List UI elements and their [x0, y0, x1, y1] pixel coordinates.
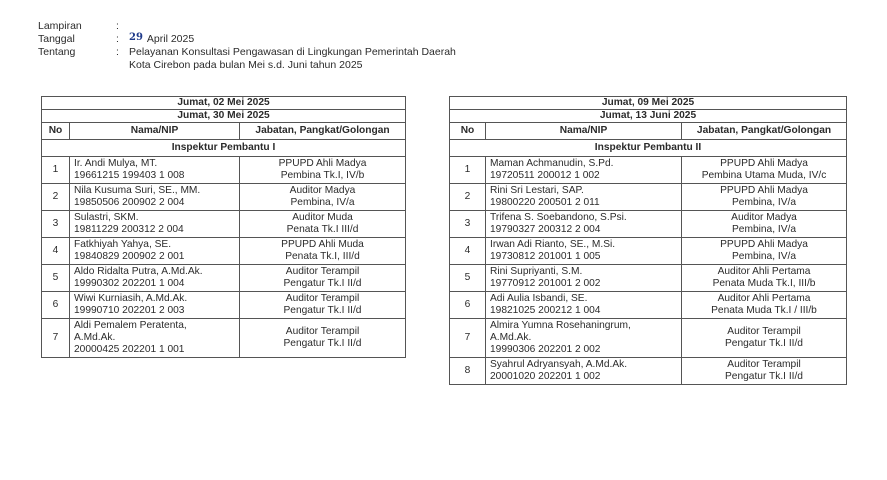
table-row [450, 184, 847, 211]
row-number: 1 [450, 157, 486, 184]
schedule-table-right [449, 96, 847, 385]
employee-nip: 19990710 202201 2 003 [74, 305, 185, 316]
jabatan-cell [240, 211, 406, 238]
row-number: 4 [450, 238, 486, 265]
employee-nip: 19850506 200902 2 004 [74, 197, 185, 208]
pangkat-golongan: Penata Muda Tk.I / III/b [711, 305, 817, 316]
employee-name: Syahrul Adryansyah, A.Md.Ak. [490, 359, 628, 370]
jabatan: Auditor Ahli Pertama [717, 293, 811, 304]
table-row [42, 265, 406, 292]
lampiran-label: Lampiran [38, 20, 82, 32]
jabatan: Auditor Terampil [285, 293, 360, 304]
jabatan: PPUPD Ahli Muda [281, 239, 364, 250]
pangkat-golongan: Pembina, IV/a [732, 251, 796, 262]
row-number: 6 [450, 292, 486, 319]
row-number: 6 [42, 292, 70, 319]
pangkat-golongan: Pengatur Tk.I II/d [283, 338, 362, 349]
nama-nip-cell [486, 157, 682, 184]
document-header [38, 20, 549, 71]
table-date-1: Jumat, 09 Mei 2025 [450, 97, 847, 110]
jabatan: PPUPD Ahli Madya [720, 185, 808, 196]
employee-name: Fatkhiyah Yahya, SE. [74, 239, 172, 250]
nama-nip-cell [486, 358, 682, 385]
table-row [42, 211, 406, 238]
nama-nip-cell [70, 319, 240, 358]
employee-name: Irwan Adi Rianto, SE., M.Si. [490, 239, 616, 250]
handwritten-day: 29 [129, 31, 143, 43]
col-header-no: No [450, 123, 486, 140]
jabatan-cell [682, 211, 847, 238]
table-row [42, 157, 406, 184]
employee-nip: 19990302 202201 1 004 [74, 278, 185, 289]
jabatan-cell [240, 157, 406, 184]
jabatan: Auditor Madya [289, 185, 356, 196]
pangkat-golongan: Pembina Tk.I, IV/b [280, 170, 365, 181]
jabatan-cell [682, 238, 847, 265]
nama-nip-cell [70, 238, 240, 265]
table-date-2: Jumat, 13 Juni 2025 [450, 110, 847, 123]
jabatan-cell [240, 292, 406, 319]
pangkat-golongan: Pengatur Tk.I II/d [283, 278, 362, 289]
employee-name: Aldi Pemalem Peratenta, [74, 320, 187, 331]
jabatan-cell [682, 358, 847, 385]
nama-nip-cell [70, 265, 240, 292]
employee-nip: 20000425 202201 1 001 [74, 344, 185, 355]
employee-nip: 19811229 200312 2 004 [74, 224, 184, 235]
employee-nip: 20001020 202201 1 002 [490, 371, 601, 382]
employee-name: Adi Aulia Isbandi, SE. [490, 293, 588, 304]
col-header-jabatan: Jabatan, Pangkat/Golongan [240, 123, 406, 140]
tentang-label: Tentang [38, 46, 76, 58]
pangkat-golongan: Pengatur Tk.I II/d [725, 338, 803, 349]
tentang-line-2: Kota Cirebon pada bulan Mei s.d. Juni tahun 2025 [129, 58, 363, 71]
table-row [450, 211, 847, 238]
nama-nip-cell [70, 184, 240, 211]
employee-name: Nila Kusuma Suri, SE., MM. [74, 185, 201, 196]
jabatan-cell [240, 319, 406, 358]
row-number: 8 [450, 358, 486, 385]
jabatan: Auditor Terampil [727, 359, 801, 370]
employee-name: Rini Sri Lestari, SAP. [490, 185, 584, 196]
employee-name-cont: A.Md.Ak. [74, 332, 116, 343]
row-number: 3 [450, 211, 486, 238]
employee-name: Aldo Ridalta Putra, A.Md.Ak. [74, 266, 203, 277]
row-number: 4 [42, 238, 70, 265]
colon: : [116, 20, 119, 32]
row-number: 2 [450, 184, 486, 211]
nama-nip-cell [486, 265, 682, 292]
jabatan-cell [240, 238, 406, 265]
row-number: 5 [42, 265, 70, 292]
nama-nip-cell [70, 292, 240, 319]
pangkat-golongan: Pembina, IV/a [732, 224, 796, 235]
tanggal-value: April 2025 [146, 32, 195, 45]
col-header-nama: Nama/NIP [70, 123, 240, 140]
employee-nip: 19720511 200012 1 002 [490, 170, 600, 181]
jabatan: Auditor Terampil [727, 326, 801, 337]
row-number: 2 [42, 184, 70, 211]
jabatan-cell [682, 292, 847, 319]
jabatan: Auditor Terampil [285, 266, 360, 277]
section-title: Inspektur Pembantu I [42, 140, 406, 157]
jabatan-cell [682, 265, 847, 292]
jabatan-cell [240, 265, 406, 292]
nama-nip-cell [486, 211, 682, 238]
employee-name-cont: A.Md.Ak. [490, 332, 532, 343]
row-number: 1 [42, 157, 70, 184]
employee-nip: 19800220 200501 2 011 [490, 197, 600, 208]
pangkat-golongan: Penata Muda Tk.I, III/b [712, 278, 816, 289]
table-date-2: Jumat, 30 Mei 2025 [42, 110, 406, 123]
pangkat-golongan: Pembina, IV/a [290, 197, 355, 208]
table-row [42, 184, 406, 211]
nama-nip-cell [70, 157, 240, 184]
nama-nip-cell [486, 184, 682, 211]
jabatan: PPUPD Ahli Madya [720, 158, 808, 169]
section-title: Inspektur Pembantu II [450, 140, 847, 157]
jabatan: Auditor Terampil [285, 326, 360, 337]
employee-nip: 19661215 199403 1 008 [74, 170, 185, 181]
row-number: 7 [42, 319, 70, 358]
pangkat-golongan: Pengatur Tk.I II/d [283, 305, 362, 316]
nama-nip-cell [486, 292, 682, 319]
table-row [42, 319, 406, 358]
employee-nip: 19730812 201001 1 005 [490, 251, 601, 262]
jabatan: Auditor Muda [292, 212, 353, 223]
pangkat-golongan: Pengatur Tk.I II/d [725, 371, 803, 382]
jabatan-cell [682, 157, 847, 184]
tanggal-label: Tanggal [38, 32, 75, 45]
tentang-line-1: Pelayanan Konsultasi Pengawasan di Lingkungan Pemerintah Daerah [129, 46, 456, 58]
row-number: 5 [450, 265, 486, 292]
jabatan-cell [240, 184, 406, 211]
row-number: 3 [42, 211, 70, 238]
table-row [450, 238, 847, 265]
employee-nip: 19821025 200212 1 004 [490, 305, 601, 316]
pangkat-golongan: Penata Tk.I III/d [286, 224, 359, 235]
pangkat-golongan: Pembina Utama Muda, IV/c [701, 170, 827, 181]
col-header-no: No [42, 123, 70, 140]
employee-nip: 19770912 201001 2 002 [490, 278, 601, 289]
jabatan: PPUPD Ahli Madya [278, 158, 367, 169]
schedule-table-left [41, 96, 406, 358]
colon: : [116, 32, 119, 45]
nama-nip-cell [486, 319, 682, 358]
jabatan-cell [682, 184, 847, 211]
row-number: 7 [450, 319, 486, 358]
table-row [42, 238, 406, 265]
pangkat-golongan: Pembina, IV/a [732, 197, 796, 208]
table-row [450, 292, 847, 319]
employee-name: Sulastri, SKM. [74, 212, 139, 223]
employee-nip: 19840829 200902 2 001 [74, 251, 185, 262]
jabatan-cell [682, 319, 847, 358]
employee-name: Wiwi Kurniasih, A.Md.Ak. [74, 293, 188, 304]
col-header-nama: Nama/NIP [486, 123, 682, 140]
employee-name: Maman Achmanudin, S.Pd. [490, 158, 614, 169]
jabatan: Auditor Madya [731, 212, 797, 223]
nama-nip-cell [70, 211, 240, 238]
table-date-1: Jumat, 02 Mei 2025 [42, 97, 406, 110]
jabatan: PPUPD Ahli Madya [720, 239, 808, 250]
employee-name: Rini Supriyanti, S.M. [490, 266, 583, 277]
table-row [42, 292, 406, 319]
nama-nip-cell [486, 238, 682, 265]
table-row [450, 157, 847, 184]
table-row [450, 358, 847, 385]
employee-name: Almira Yumna Rosehaningrum, [490, 320, 631, 331]
employee-nip: 19790327 200312 2 004 [490, 224, 601, 235]
employee-name: Ir. Andi Mulya, MT. [74, 158, 158, 169]
col-header-jabatan: Jabatan, Pangkat/Golongan [682, 123, 847, 140]
jabatan: Auditor Ahli Pertama [717, 266, 811, 277]
employee-name: Trifena S. Soebandono, S.Psi. [490, 212, 627, 223]
table-row [450, 265, 847, 292]
employee-nip: 19990306 202201 2 002 [490, 344, 601, 355]
pangkat-golongan: Penata Tk.I, III/d [285, 251, 360, 262]
table-row [450, 319, 847, 358]
colon: : [116, 46, 119, 58]
